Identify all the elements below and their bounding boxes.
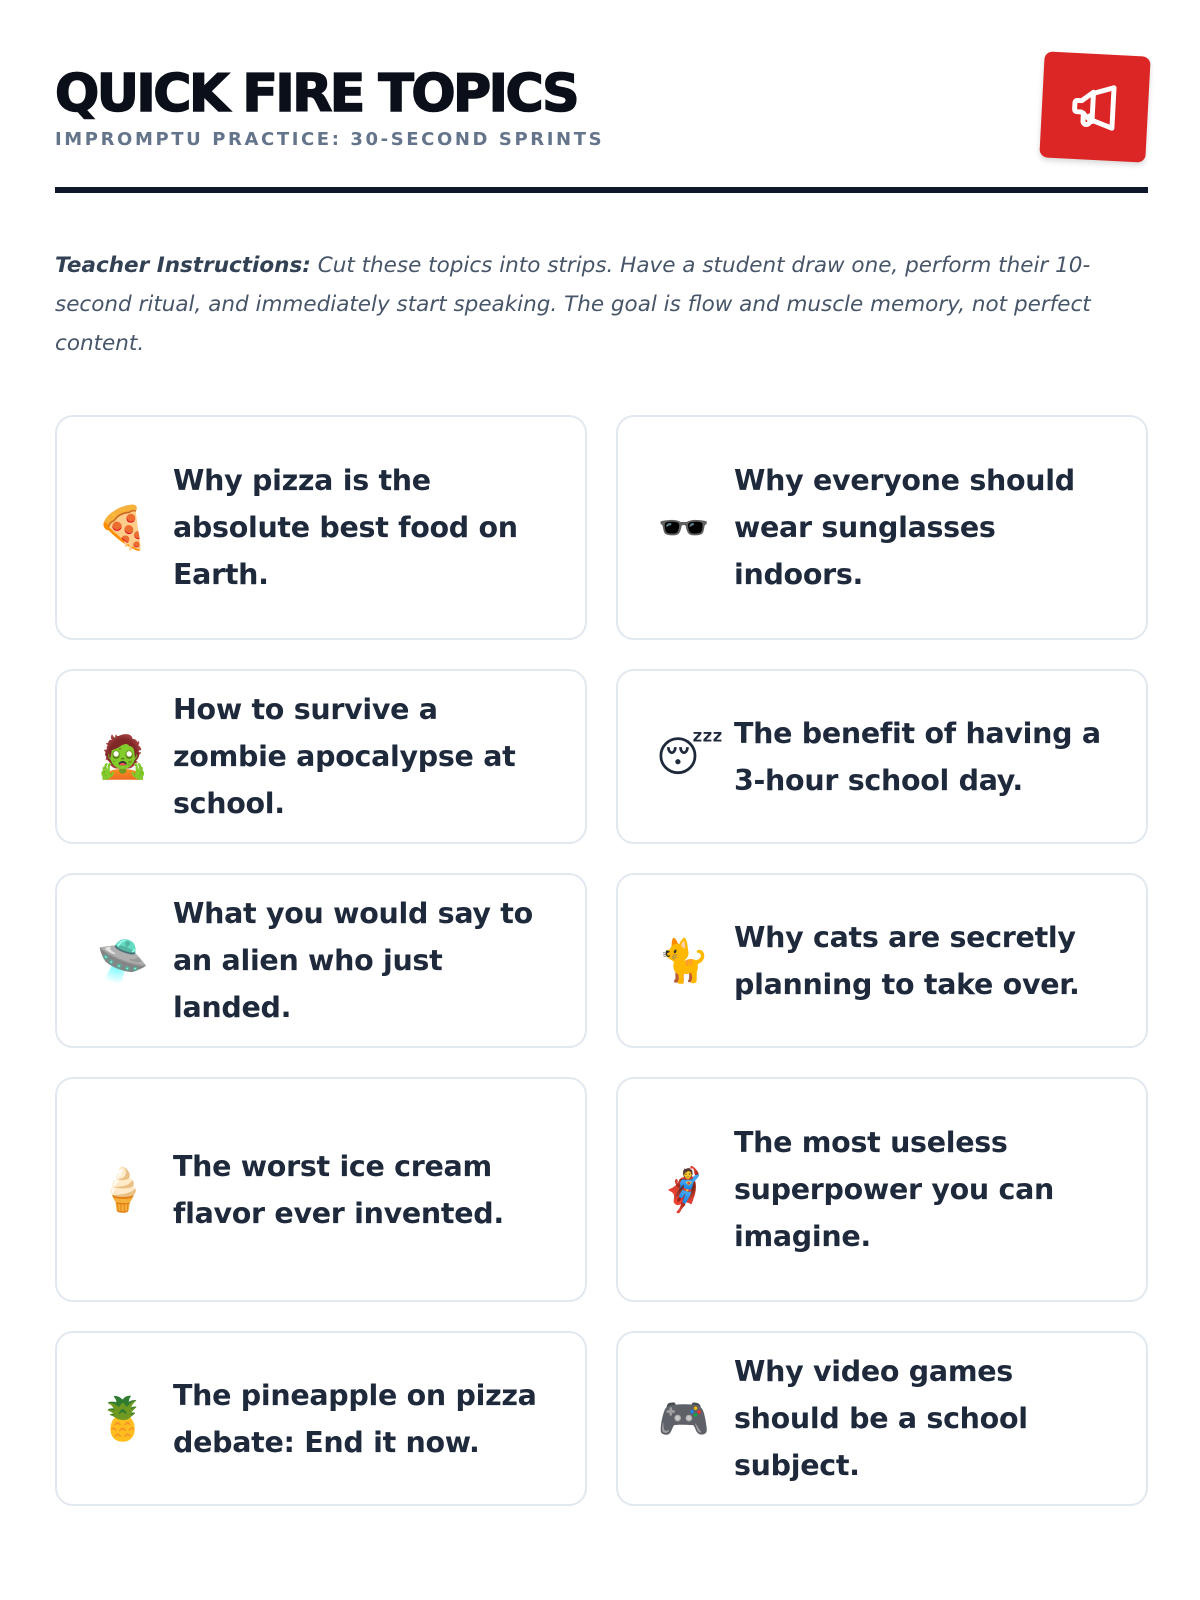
topic-text: The benefit of having a 3-hour school day. [734,716,1101,797]
topic-card [616,873,1148,1048]
topic-card [55,415,587,640]
pizza-icon: 🍕 [96,502,150,552]
sleeping-face-icon: 😴 [656,731,724,781]
megaphone-badge [1039,51,1150,162]
game-controller-icon: 🎮 [657,1393,711,1443]
topic-text: How to survive a zombie apocalypse at school. [173,693,516,820]
header-divider [55,187,1148,193]
ufo-icon: 🛸 [96,935,150,985]
topic-text: Why everyone should wear sunglasses indoors. [734,464,1075,591]
topic-grid [55,415,1148,1506]
topic-text: What you would say to an alien who just landed. [173,897,533,1024]
topic-card [616,1077,1148,1302]
header [55,62,1148,192]
topic-text: The worst ice cream flavor ever invented. [173,1149,504,1230]
topic-card [616,669,1148,844]
teacher-instructions [55,246,1148,363]
superhero-icon: 🦸 [657,1164,711,1214]
sunglasses-icon: 🕶️ [657,502,711,552]
topic-text: The most useless superpower you can imagine. [734,1126,1055,1253]
topic-card [55,1331,587,1506]
topic-text: Why video games should be a school subject. [734,1355,1028,1482]
ice-cream-icon: 🍦 [96,1164,150,1214]
topic-card [55,669,587,844]
topic-text: Why cats are secretly planning to take over. [734,920,1080,1001]
topic-card [55,1077,587,1302]
pineapple-icon: 🍍 [96,1393,150,1443]
zombie-icon: 🧟 [96,731,150,781]
topic-text: The pineapple on pizza debate: End it now. [173,1378,537,1459]
page-title: QUICK FIRE TOPICS [55,64,578,124]
topic-card [55,873,587,1048]
topic-card [616,1331,1148,1506]
instructions-lead: Teacher Instructions: [55,253,311,278]
topic-card [616,415,1148,640]
megaphone-icon [1067,79,1124,136]
cat-icon: 🐈 [657,935,711,985]
page-subtitle: IMPROMPTU PRACTICE: 30-SECOND SPRINTS [55,129,605,150]
instructions-body: Cut these topics into strips. Have a student draw one, perform their 10-second ritual, and immediately start speaking. The goal is flow and muscle memory, not perfect content. [55,253,1091,356]
topic-text: Why pizza is the absolute best food on Earth. [173,464,518,591]
